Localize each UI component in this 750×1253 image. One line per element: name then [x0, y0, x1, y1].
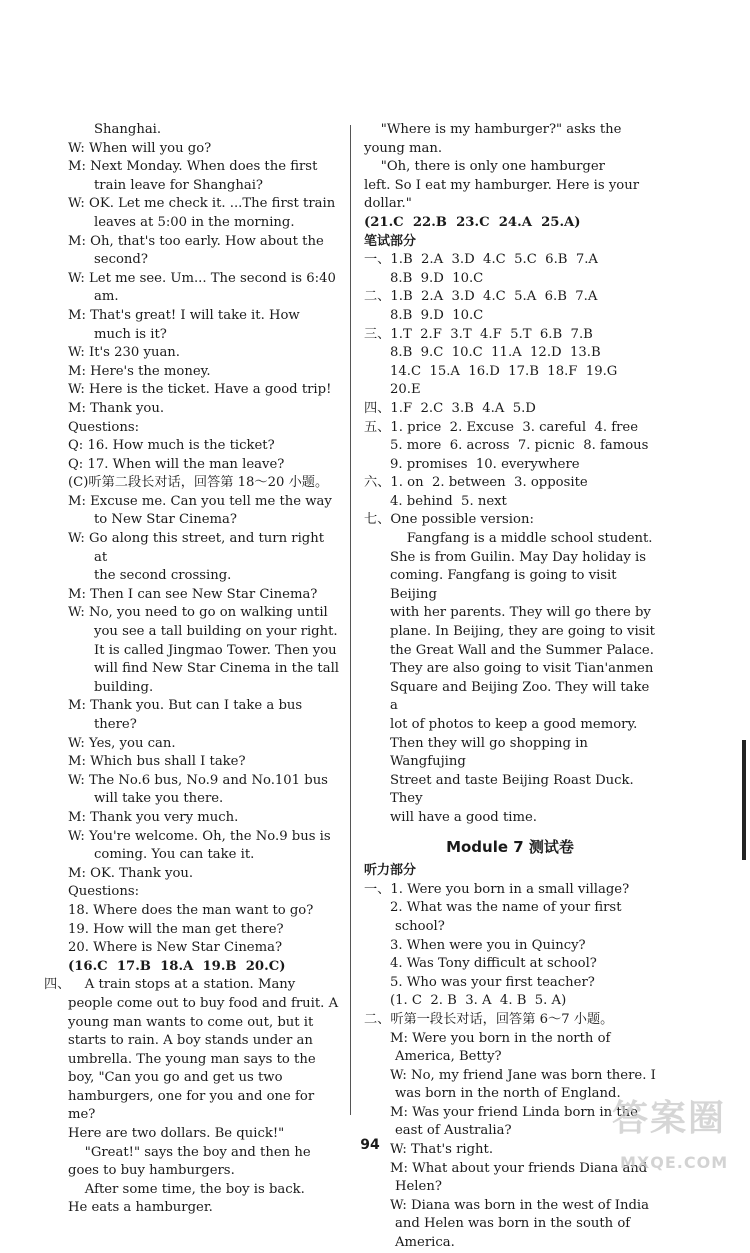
- text-line: A train stops at a station. Many: [68, 977, 296, 993]
- module-title: Module 7 测试卷: [446, 837, 574, 856]
- module7-listening-block: [364, 862, 656, 1252]
- text-line: train leave for Shanghai?: [94, 177, 263, 193]
- text-line: umbrella. The young man says to the: [68, 1051, 316, 1067]
- text-line: and Helen was born in the south of: [395, 1216, 631, 1232]
- text-line: 20.E: [390, 382, 421, 398]
- text-line: 19. How will the man get there?: [68, 921, 284, 937]
- text-line: second?: [94, 252, 148, 268]
- text-line: coming. You can take it.: [94, 847, 255, 863]
- text-line: Here are two dollars. Be quick!": [68, 1126, 285, 1142]
- text-line: W: No, you need to go on walking until: [68, 605, 328, 621]
- reading-passage-text: [68, 976, 340, 1218]
- text-line: M: Then I can see New Star Cinema?: [68, 586, 318, 602]
- text-line: there?: [94, 717, 137, 732]
- text-line: Helen?: [395, 1179, 442, 1195]
- text-line: 四、1.F 2.C 3.B 4.A 5.D: [364, 400, 536, 416]
- text-line: goes to buy hamburgers.: [68, 1163, 235, 1179]
- text-line: W: No, my friend Jane was born there. I: [390, 1067, 656, 1083]
- text-line: 4. Was Tony difficult at school?: [390, 956, 597, 972]
- text-line: He eats a hamburger.: [68, 1200, 213, 1216]
- text-line: W: When will you go?: [68, 140, 212, 156]
- text-line: 一、1.B 2.A 3.D 4.C 5.C 6.B 7.A: [364, 252, 598, 268]
- text-line: America.: [395, 1235, 455, 1251]
- text-line: M: Thank you. But can I take a bus: [68, 698, 303, 714]
- text-line: 8.B 9.C 10.C 11.A 12.D 13.B: [390, 345, 601, 361]
- text-line: plane. In Beijing, they are going to visit: [390, 624, 655, 640]
- text-line: M: Was your friend Linda born in the: [390, 1104, 638, 1120]
- text-line: 8.B 9.D 10.C: [390, 307, 484, 323]
- text-line: Then they will go shopping in Wangfujing: [390, 735, 593, 770]
- right-column: [364, 121, 656, 1253]
- text-line: left. So I eat my hamburger. Here is your: [364, 177, 640, 193]
- text-line: America, Betty?: [395, 1049, 502, 1065]
- text-line: M: Here's the money.: [68, 363, 211, 379]
- text-line: 笔试部分: [364, 233, 417, 249]
- text-line: W: OK. Let me check it. ...The first train: [68, 196, 336, 212]
- text-line: Street and taste Beijing Roast Duck. They: [390, 772, 638, 807]
- text-line: M: Next Monday. When does the first: [68, 159, 318, 175]
- text-line: "Great!" says the boy and then he: [68, 1144, 311, 1160]
- text-line: 18. Where does the man want to go?: [68, 902, 314, 918]
- text-line: am.: [94, 289, 119, 305]
- text-line: 二、1.B 2.A 3.D 4.C 5.A 6.B 7.A: [364, 289, 598, 305]
- left-dialogue-block: [68, 121, 340, 976]
- right-answers-block: [364, 121, 656, 828]
- text-line: Questions:: [68, 419, 140, 435]
- page-edge-bar: [742, 740, 746, 860]
- text-line: W: Go along this street, and turn right at: [68, 531, 329, 565]
- text-line: 14.C 15.A 16.D 17.B 18.F 19.G: [390, 363, 618, 379]
- text-line: 一、1. Were you born in a small village?: [364, 881, 630, 897]
- text-line: M: Were you born in the north of: [390, 1030, 611, 1046]
- text-line: to New Star Cinema?: [94, 512, 237, 528]
- text-line: Shanghai.: [94, 122, 162, 137]
- text-line: W: You're welcome. Oh, the No.9 bus is: [68, 828, 331, 844]
- text-line: Q: 17. When will the man leave?: [68, 456, 285, 472]
- text-line: W: Yes, you can.: [68, 735, 176, 751]
- text-line: lot of photos to keep a good memory.: [390, 717, 638, 732]
- text-line: 三、1.T 2.F 3.T 4.F 5.T 6.B 7.B: [364, 326, 593, 342]
- text-line: They are also going to visit Tian'anmen: [390, 661, 654, 677]
- text-line: 5. Who was your first teacher?: [390, 974, 595, 990]
- text-line: W: Here is the ticket. Have a good trip!: [68, 382, 332, 398]
- text-line: M: Oh, that's too early. How about the: [68, 233, 324, 249]
- text-line: She is from Guilin. May Day holiday is: [390, 549, 646, 565]
- text-line: you see a tall building on your right.: [94, 624, 338, 640]
- text-line: 5. more 6. across 7. picnic 8. famous: [390, 438, 649, 454]
- text-line: hamburgers, one for you and one for me?: [68, 1088, 319, 1123]
- text-line: will have a good time.: [390, 809, 537, 825]
- text-line: boy, "Can you go and get us two: [68, 1070, 283, 1086]
- text-line: 8.B 9.D 10.C: [390, 270, 484, 286]
- watermark-logo: [600, 1098, 750, 1177]
- text-line: 六、1. on 2. between 3. opposite: [364, 475, 588, 491]
- text-line: M: OK. Thank you.: [68, 865, 194, 881]
- text-line: 9. promises 10. everywhere: [390, 456, 580, 472]
- text-line: 2. What was the name of your first: [390, 900, 622, 916]
- text-line: M: That's great! I will take it. How: [68, 307, 300, 323]
- text-line: "Oh, there is only one hamburger: [364, 159, 605, 175]
- text-line: 五、1. price 2. Excuse 3. careful 4. free: [364, 419, 639, 435]
- text-line: After some time, the boy is back.: [68, 1181, 305, 1197]
- text-line: (1. C 2. B 3. A 4. B 5. A): [390, 993, 567, 1009]
- text-line: people come out to buy food and fruit. A: [68, 995, 339, 1011]
- text-line: east of Australia?: [395, 1123, 512, 1139]
- text-line: It is called Jingmao Tower. Then you: [94, 642, 337, 658]
- text-line: school?: [395, 918, 445, 934]
- text-line: Fangfang is a middle school student.: [390, 531, 653, 547]
- text-line: W: Let me see. Um... The second is 6:40: [68, 270, 336, 286]
- text-line: M: Thank you.: [68, 400, 165, 416]
- text-line: the second crossing.: [94, 568, 232, 584]
- text-line: leaves at 5:00 in the morning.: [94, 214, 295, 230]
- text-line: Questions:: [68, 884, 140, 900]
- text-line: M: Which bus shall I take?: [68, 754, 246, 770]
- text-line: M: Excuse me. Can you tell me the way: [68, 493, 332, 509]
- watermark-url: MXQE.COM: [620, 1153, 729, 1172]
- text-line: "Where is my hamburger?" asks the: [364, 122, 622, 137]
- column-divider: [350, 125, 351, 1115]
- text-line: building.: [94, 679, 154, 695]
- text-line: Q: 16. How much is the ticket?: [68, 438, 275, 454]
- watermark-text: 答案圈: [612, 1098, 727, 1139]
- text-line: W: The No.6 bus, No.9 and No.101 bus: [68, 772, 328, 788]
- text-line: young man wants to come out, but it: [68, 1014, 314, 1030]
- text-line: with her parents. They will go there by: [390, 605, 651, 621]
- text-line: was born in the north of England.: [395, 1086, 621, 1102]
- left-column: [44, 121, 340, 1218]
- text-line: M: What about your friends Diana and: [390, 1160, 648, 1176]
- page-number: 94: [360, 1137, 380, 1153]
- text-line: much is it?: [94, 326, 167, 342]
- text-line: 20. Where is New Star Cinema?: [68, 940, 283, 956]
- text-line: M: Thank you very much.: [68, 809, 239, 825]
- text-line: 二、听第一段长对话，回答第 6～7 小题。: [364, 1011, 614, 1027]
- text-line: coming. Fangfang is going to visit Beijing: [390, 568, 621, 602]
- text-line: W: It's 230 yuan.: [68, 345, 180, 361]
- text-line: W: Diana was born in the west of India: [390, 1197, 650, 1213]
- text-line: the Great Wall and the Summer Palace.: [390, 642, 654, 658]
- text-line: (C)听第二段长对话，回答第 18～20 小题。: [68, 475, 329, 491]
- text-line: young man.: [364, 140, 443, 156]
- reading-passage-section-4: [44, 976, 340, 1218]
- section-4-mark: 四、: [44, 977, 71, 993]
- text-line: (21.C 22.B 23.C 24.A 25.A): [364, 214, 581, 230]
- text-line: starts to rain. A boy stands under an: [68, 1033, 313, 1049]
- text-line: will find New Star Cinema in the tall: [94, 661, 340, 677]
- text-line: (16.C 17.B 18.A 19.B 20.C): [68, 958, 286, 974]
- text-line: 4. behind 5. next: [390, 493, 507, 509]
- text-line: 听力部分: [364, 863, 417, 879]
- text-line: will take you there.: [94, 791, 224, 807]
- text-line: W: That's right.: [390, 1142, 494, 1158]
- text-line: 七、One possible version:: [364, 512, 534, 528]
- text-line: Square and Beijing Zoo. They will take a: [390, 679, 654, 714]
- text-line: dollar.": [364, 196, 412, 212]
- text-line: 3. When were you in Quincy?: [390, 937, 586, 953]
